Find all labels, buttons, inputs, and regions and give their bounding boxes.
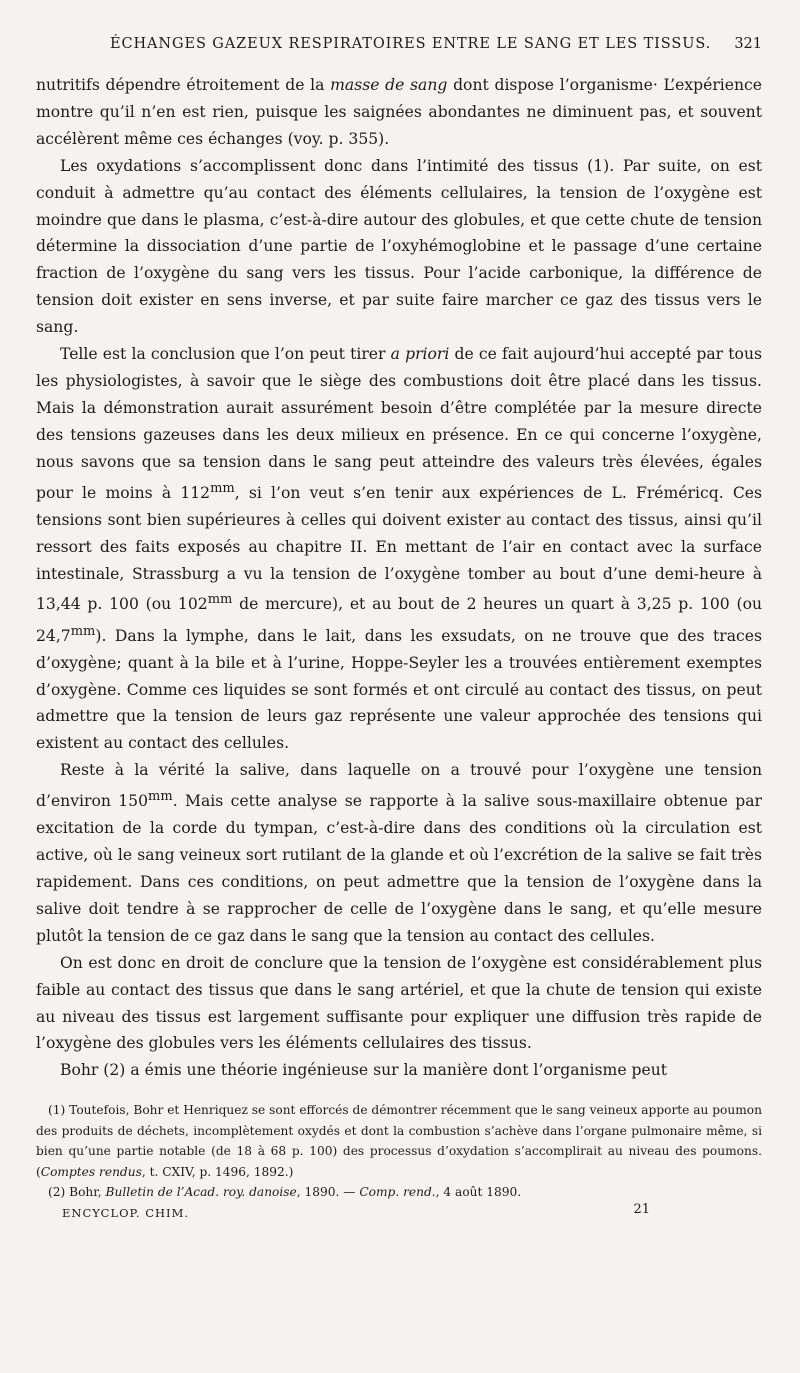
running-header bbox=[36, 36, 762, 72]
footnotes bbox=[36, 1100, 762, 1202]
sheet-number: 21 bbox=[633, 1202, 650, 1218]
italic-term: a priori bbox=[390, 345, 450, 364]
paragraph-2: Les oxydations s’accomplissent donc dans l’intimité des tissus (1). Par suite, on est conduit à admettre qu’au contact des éléments cellulaires, la tension de l’oxygène est moindre que dans le plasma, c’est-à-dire autour des globules, et que cette chute de tension détermine la dissociation d’une partie de l’oxyhémoglobine et le passage d’une certaine fraction de l’oxygène du sang vers les tissus. Pour l’acide carbonique, la différence de tension doit exister en sens inverse, et par suite faire marcher ce gaz des tissus vers le sang. bbox=[36, 156, 762, 337]
page-number: 321 bbox=[734, 36, 762, 52]
footnote-1: (1) Toutefois, Bohr et Henriquez se sont efforcés de démontrer récemment que le sang veineux apporte au poumon des produits de déchets, incomplètement oxydés et dont la combustion s’achève dans l’organe pulmonaire même, si bien qu’une partie notable (de 18 à 68 p. 100) des processus d’oxydation s’accomplirait au niveau des poumons. (Comptes rendus, t. CXIV, p. 1496, 1892.) bbox=[36, 1103, 762, 1179]
paragraph-3: Telle est la conclusion que l’on peut tirer a priori de ce fait aujourd’hui accepté par tous les physiologistes, à savoir que le siège des combustions doit être placé dans les tissus. Mais la démonstration aurait assurément besoin d’être complétée par la mesure directe des tensions gazeuses dans les deux milieux en présence. En ce qui concerne l’oxygène, nous savons que sa tension dans le sang peut atteindre des valeurs très élevées, égales pour le moins à $112^{mm}$, si l’on veut s’en tenir aux expériences de L. Fréméricq. Ces tensions sont bien supérieures à celles qui doivent exister au contact des tissus, ainsi qu’il ressort des faits exposés au chapitre II. En mettant de l’air en contact avec la surface intestinale, Strassburg a vu la tension de l’oxygène tomber au bout d’une demi-heure à 13,44 p. 100 (ou $102^{mm}$ de mercure), et au bout de 2 heures un quart à 3,25 p. 100 (ou $24,7^{mm}$). Dans la lymphe, dans le lait, dans les exsudats, on ne trouve que des traces d’oxygène; quant à la bile et à l’urine, Hoppe-Seyler les a trouvées entièrement exemptes d’oxygène. Comme ces liquides se sont formés et ont circulé au contact des tissus, on peut admettre que la tension de leurs gaz représente une valeur approchée des tensions qui existent au contact des cellules. bbox=[36, 345, 763, 753]
italic-term: masse de sang bbox=[330, 76, 448, 94]
unit-superscript: mm bbox=[148, 789, 173, 805]
unit-superscript: mm bbox=[210, 480, 235, 496]
paragraph-1: nutritifs dépendre étroitement de la masse de sang dont dispose l’organisme· L’expérience montre qu’il n’en est rien, puisque les saignées abondantes ne diminuent pas, et souvent accélèrent même ces échanges (voy. p. 355). bbox=[36, 76, 762, 148]
paragraph-4: Reste à la vérité la salive, dans laquelle on a trouvé pour l’oxygène une tension d’environ $150^{mm}$. Mais cette analyse se rapporte à la salive sous-maxillaire obtenue par excitation de la corde du tympan, c’est-à-dire dans des conditions où la circulation est active, où le sang veineux sort rutilant de la glande et où l’excrétion de la salive se fait très rapidement. Dans ces conditions, on peut admettre que la tension de l’oxygène dans la salive doit tendre à se rapprocher de celle de l’oxygène dans le sang, et qu’elle mesure plutôt la tension de ce gaz dans le sang que la tension au contact des cellules. bbox=[36, 761, 762, 945]
signature-mark: ENCYCLOP. CHIM. bbox=[62, 1206, 190, 1221]
footnote-2: (2) Bohr, Bulletin de l’Acad. roy. danoise, 1890. — Comp. rend., 4 août 1890. bbox=[48, 1184, 522, 1199]
paragraph-6: Bohr (2) a émis une théorie ingénieuse sur la manière dont l’organisme peut bbox=[60, 1061, 668, 1080]
unit-superscript: mm bbox=[70, 623, 96, 639]
page-footer bbox=[36, 1202, 762, 1226]
paragraph-5: On est donc en droit de conclure que la tension de l’oxygène est considérablement plus faible au contact des tissus que dans le sang artériel, et que la chute de tension qui existe au niveau des tissus est largement suffisante pour expliquer une diffusion très rapide de l’oxygène des globules vers les éléments cellulaires des tissus. bbox=[36, 953, 762, 1053]
unit-superscript: mm bbox=[207, 592, 233, 608]
running-title: ÉCHANGES GAZEUX RESPIRATOIRES ENTRE LE SANG ET LES TISSUS. bbox=[110, 36, 712, 52]
body-text bbox=[36, 72, 762, 1084]
